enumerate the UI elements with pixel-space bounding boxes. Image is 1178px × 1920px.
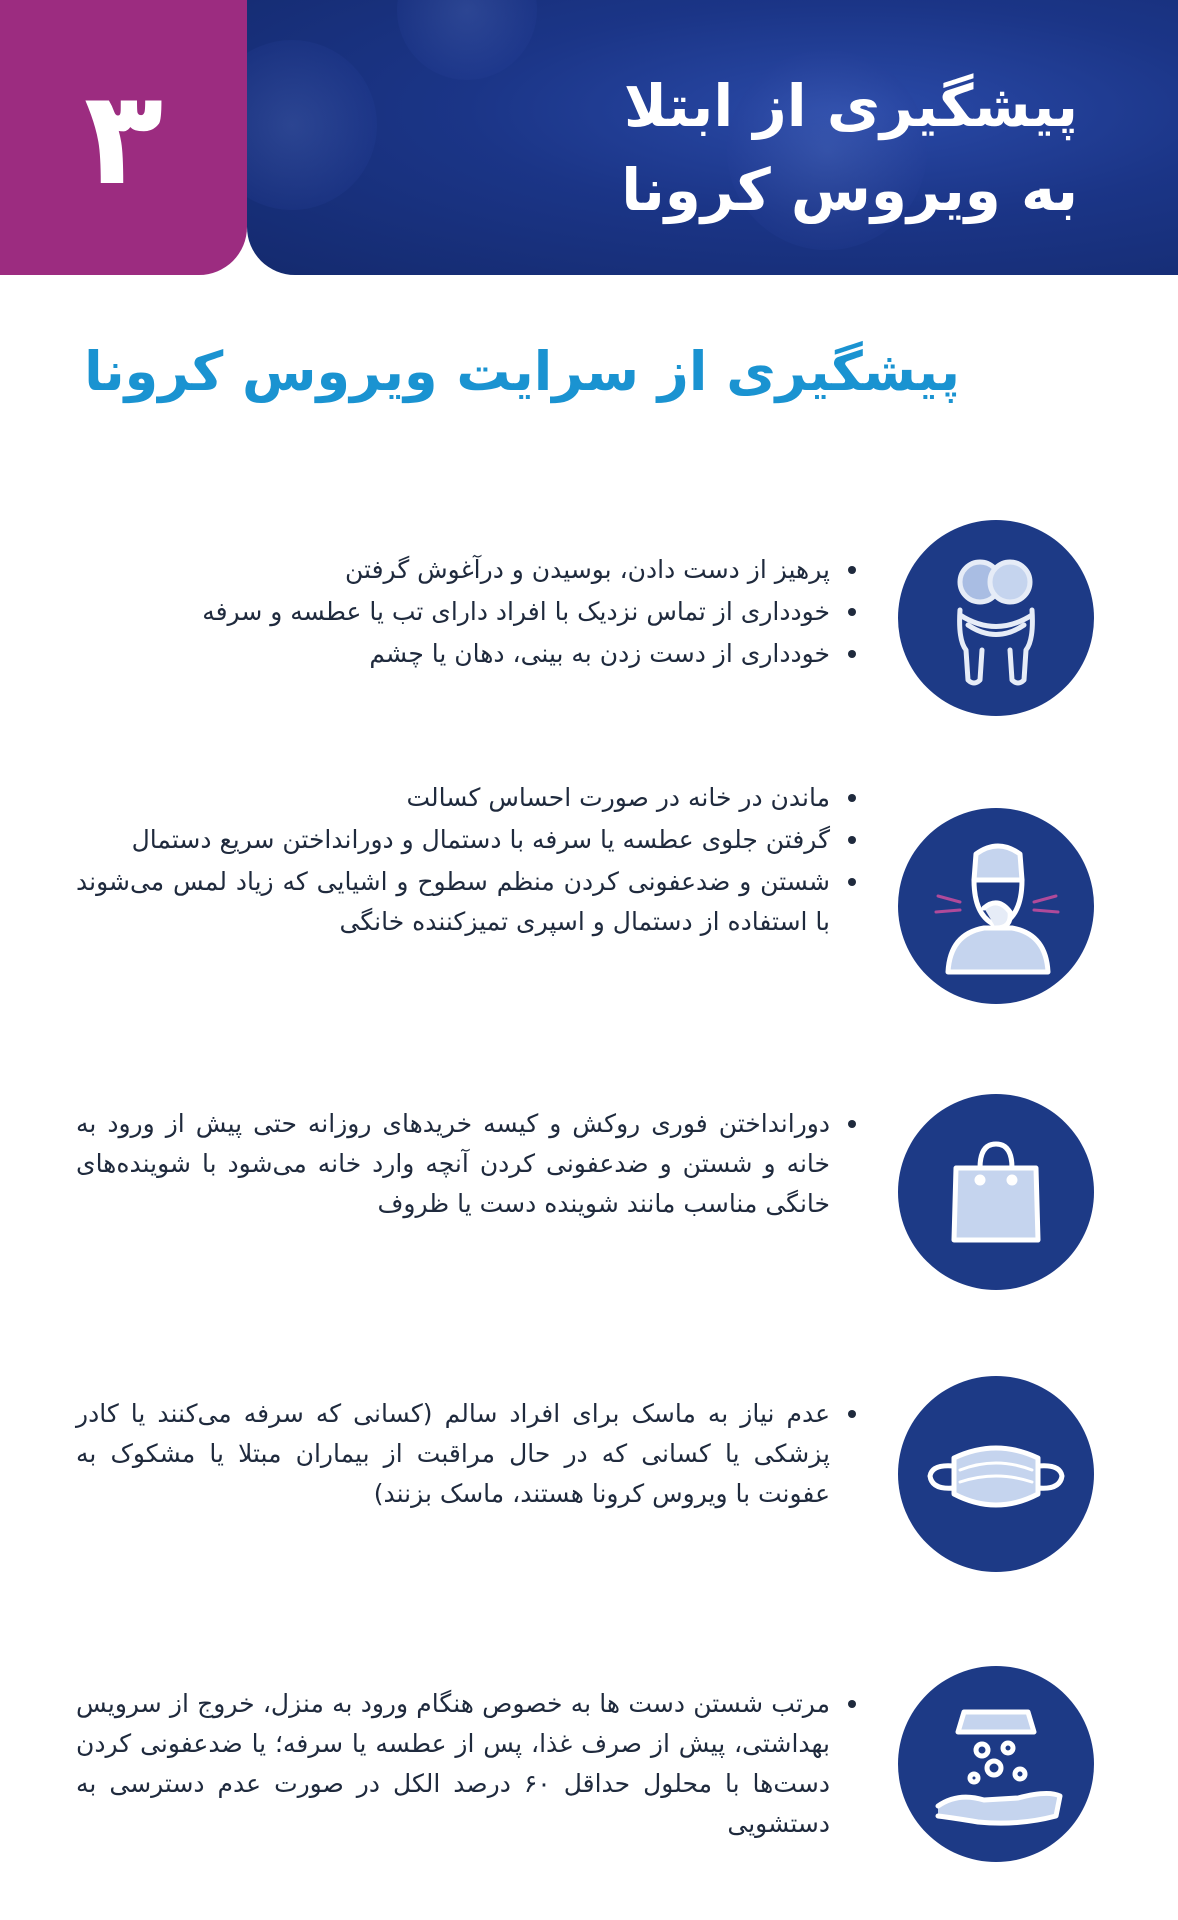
header-title-line1: پیشگیری از ابتلا (623, 72, 1078, 140)
bullet-item: پرهیز از دست دادن، بوسیدن و درآغوش گرفتن (76, 550, 856, 590)
virus-decoration (247, 40, 377, 210)
section-text (76, 550, 856, 676)
bullet-item: خودداری از دست زدن به بینی، دهان یا چشم (76, 634, 856, 674)
section-text (76, 1104, 856, 1226)
header-title (621, 64, 1078, 232)
hug-icon (898, 520, 1094, 716)
section-text (76, 1394, 856, 1516)
bullet-item: شستن و ضدعفونی کردن منظم سطوح و اشیایی که زیاد لمس می‌شوند با استفاده از دستمال و اسپری تمیزکننده خانگی (76, 862, 856, 942)
face-mask-icon (898, 1376, 1094, 1572)
main-title: پیشگیری از سرایت ویروس کرونا (84, 340, 960, 403)
virus-decoration (397, 0, 537, 80)
section-text (76, 1684, 856, 1846)
shopping-bag-icon (898, 1094, 1094, 1290)
header-title-line2: به ویروس کرونا (621, 156, 1078, 224)
header-banner (247, 0, 1178, 275)
bullet-item: عدم نیاز به ماسک برای افراد سالم (کسانی که سرفه می‌کنند یا کادر پزشکی یا کسانی که در حال مراقبت از بیماران مبتلا یا مشکوک به عفونت با ویروس کرونا هستند، ماسک بزنند) (76, 1394, 856, 1514)
header (0, 0, 1178, 275)
bullet-item: گرفتن جلوی عطسه یا سرفه با دستمال و دورانداختن سریع دستمال (76, 820, 856, 860)
bullet-item: مرتب شستن دست ها به خصوص هنگام ورود به منزل، خروج از سرویس بهداشتی، پیش از صرف غذا، پس از عطسه یا سرفه؛ یا ضدعفونی کردن دست‌ها با محلول حداقل ۶۰ درصد الکل در صورت عدم دسترسی به دستشویی (76, 1684, 856, 1844)
hand-wash-icon (898, 1666, 1094, 1862)
section-number: ۳ (0, 0, 247, 275)
bullet-item: خودداری از تماس نزدیک با افراد دارای تب یا عطسه و سرفه (76, 592, 856, 632)
bullet-item: ماندن در خانه در صورت احساس کسالت (76, 778, 856, 818)
sneeze-icon (898, 808, 1094, 1004)
section-text (76, 778, 856, 944)
bullet-item: دورانداختن فوری روکش و کیسه خریدهای روزانه حتی پیش از ورود به خانه و شستن و ضدعفونی کردن آنچه وارد خانه می‌شود با شوینده‌های خانگی مناسب مانند شوینده دست یا ظروف (76, 1104, 856, 1224)
